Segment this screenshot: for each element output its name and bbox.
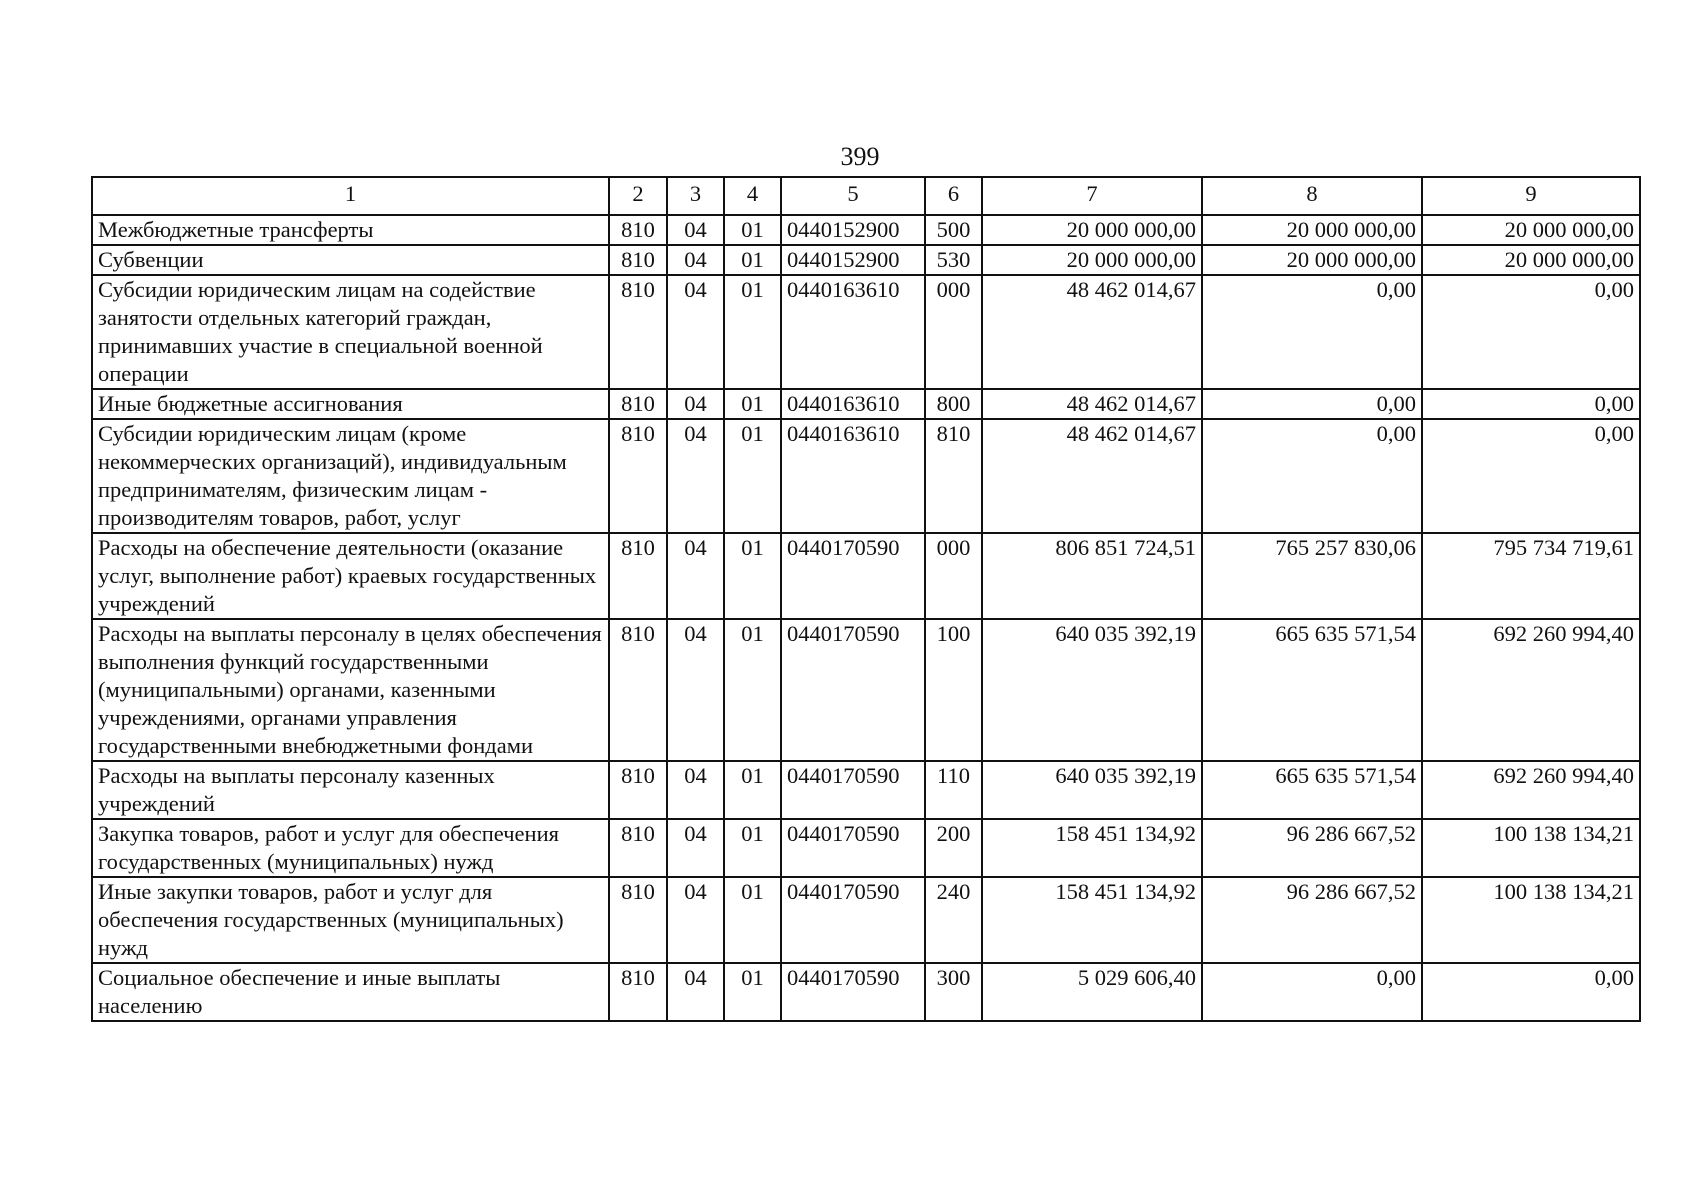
- amount-cell-9: 795 734 719,61: [1422, 533, 1640, 619]
- amount-cell-9: 20 000 000,00: [1422, 215, 1640, 245]
- col-header: 5: [781, 177, 925, 215]
- code-cell-5: 0440170590: [781, 761, 925, 819]
- code-cell-3: 04: [667, 963, 724, 1021]
- code-cell-3: 04: [667, 389, 724, 419]
- col-header: 2: [609, 177, 667, 215]
- code-cell-4: 01: [724, 275, 781, 389]
- code-cell-2: 810: [609, 419, 667, 533]
- code-cell-4: 01: [724, 963, 781, 1021]
- amount-cell-7: 20 000 000,00: [982, 245, 1202, 275]
- table-row: [92, 245, 1640, 275]
- table-row: [92, 389, 1640, 419]
- code-cell-4: 01: [724, 761, 781, 819]
- table-row: [92, 963, 1640, 1021]
- code-cell-5: 0440152900: [781, 245, 925, 275]
- code-cell-3: 04: [667, 419, 724, 533]
- table-row: [92, 619, 1640, 761]
- row-name-cell: Расходы на выплаты персоналу казенных учреждений: [92, 761, 609, 819]
- code-cell-5: 0440170590: [781, 619, 925, 761]
- code-cell-3: 04: [667, 533, 724, 619]
- code-cell-3: 04: [667, 215, 724, 245]
- amount-cell-7: 640 035 392,19: [982, 619, 1202, 761]
- amount-cell-7: 20 000 000,00: [982, 215, 1202, 245]
- code-cell-3: 04: [667, 619, 724, 761]
- amount-cell-7: 48 462 014,67: [982, 389, 1202, 419]
- code-cell-5: 0440163610: [781, 389, 925, 419]
- amount-cell-9: 100 138 134,21: [1422, 877, 1640, 963]
- budget-table: [91, 176, 1641, 1022]
- code-cell-6: 240: [925, 877, 982, 963]
- code-cell-6: 530: [925, 245, 982, 275]
- table-row: [92, 275, 1640, 389]
- code-cell-4: 01: [724, 877, 781, 963]
- code-cell-2: 810: [609, 963, 667, 1021]
- code-cell-2: 810: [609, 245, 667, 275]
- row-name-cell: Расходы на обеспечение деятельности (оказание услуг, выполнение работ) краевых государственных учреждений: [92, 533, 609, 619]
- code-cell-2: 810: [609, 877, 667, 963]
- col-header: 7: [982, 177, 1202, 215]
- amount-cell-8: 96 286 667,52: [1202, 819, 1422, 877]
- amount-cell-8: 0,00: [1202, 275, 1422, 389]
- amount-cell-8: 765 257 830,06: [1202, 533, 1422, 619]
- code-cell-2: 810: [609, 619, 667, 761]
- row-name-cell: Расходы на выплаты персоналу в целях обеспечения выполнения функций государственными (муниципальными) органами, казенными учреждениями, органами управления государственными внебюджетными фондами: [92, 619, 609, 761]
- code-cell-6: 500: [925, 215, 982, 245]
- code-cell-5: 0440163610: [781, 275, 925, 389]
- header-row: [92, 177, 1640, 215]
- code-cell-6: 000: [925, 275, 982, 389]
- amount-cell-9: 692 260 994,40: [1422, 761, 1640, 819]
- amount-cell-7: 5 029 606,40: [982, 963, 1202, 1021]
- amount-cell-9: 0,00: [1422, 389, 1640, 419]
- code-cell-5: 0440170590: [781, 533, 925, 619]
- col-header: 9: [1422, 177, 1640, 215]
- amount-cell-9: 20 000 000,00: [1422, 245, 1640, 275]
- code-cell-6: 110: [925, 761, 982, 819]
- amount-cell-7: 48 462 014,67: [982, 419, 1202, 533]
- table-row: [92, 877, 1640, 963]
- table-row: [92, 419, 1640, 533]
- amount-cell-7: 640 035 392,19: [982, 761, 1202, 819]
- amount-cell-8: 0,00: [1202, 389, 1422, 419]
- table-row: [92, 761, 1640, 819]
- code-cell-6: 200: [925, 819, 982, 877]
- table-row: [92, 533, 1640, 619]
- code-cell-2: 810: [609, 761, 667, 819]
- amount-cell-9: 692 260 994,40: [1422, 619, 1640, 761]
- code-cell-4: 01: [724, 389, 781, 419]
- amount-cell-9: 0,00: [1422, 275, 1640, 389]
- code-cell-5: 0440170590: [781, 963, 925, 1021]
- amount-cell-8: 20 000 000,00: [1202, 215, 1422, 245]
- code-cell-6: 000: [925, 533, 982, 619]
- code-cell-2: 810: [609, 533, 667, 619]
- col-header: 8: [1202, 177, 1422, 215]
- code-cell-6: 100: [925, 619, 982, 761]
- col-header: 3: [667, 177, 724, 215]
- row-name-cell: Иные закупки товаров, работ и услуг для обеспечения государственных (муниципальных) нужд: [92, 877, 609, 963]
- code-cell-4: 01: [724, 215, 781, 245]
- code-cell-5: 0440152900: [781, 215, 925, 245]
- code-cell-4: 01: [724, 619, 781, 761]
- code-cell-5: 0440170590: [781, 877, 925, 963]
- amount-cell-8: 665 635 571,54: [1202, 761, 1422, 819]
- col-header: 4: [724, 177, 781, 215]
- amount-cell-9: 0,00: [1422, 419, 1640, 533]
- code-cell-2: 810: [609, 819, 667, 877]
- page-number: 399: [840, 142, 880, 171]
- amount-cell-8: 0,00: [1202, 963, 1422, 1021]
- code-cell-6: 810: [925, 419, 982, 533]
- code-cell-3: 04: [667, 877, 724, 963]
- amount-cell-9: 0,00: [1422, 963, 1640, 1021]
- code-cell-6: 300: [925, 963, 982, 1021]
- code-cell-4: 01: [724, 419, 781, 533]
- row-name-cell: Иные бюджетные ассигнования: [92, 389, 609, 419]
- amount-cell-7: 48 462 014,67: [982, 275, 1202, 389]
- row-name-cell: Субсидии юридическим лицам на содействие занятости отдельных категорий граждан, принимавших участие в специальной военной операции: [92, 275, 609, 389]
- amount-cell-8: 96 286 667,52: [1202, 877, 1422, 963]
- code-cell-2: 810: [609, 275, 667, 389]
- table-row: [92, 819, 1640, 877]
- code-cell-2: 810: [609, 215, 667, 245]
- code-cell-3: 04: [667, 245, 724, 275]
- col-header: 1: [92, 177, 609, 215]
- amount-cell-7: 158 451 134,92: [982, 877, 1202, 963]
- code-cell-4: 01: [724, 819, 781, 877]
- amount-cell-8: 20 000 000,00: [1202, 245, 1422, 275]
- amount-cell-8: 0,00: [1202, 419, 1422, 533]
- amount-cell-8: 665 635 571,54: [1202, 619, 1422, 761]
- row-name-cell: Субвенции: [92, 245, 609, 275]
- code-cell-3: 04: [667, 275, 724, 389]
- table-row: [92, 215, 1640, 245]
- code-cell-4: 01: [724, 245, 781, 275]
- row-name-cell: Межбюджетные трансферты: [92, 215, 609, 245]
- code-cell-5: 0440170590: [781, 819, 925, 877]
- amount-cell-7: 806 851 724,51: [982, 533, 1202, 619]
- code-cell-2: 810: [609, 389, 667, 419]
- code-cell-4: 01: [724, 533, 781, 619]
- row-name-cell: Социальное обеспечение и иные выплаты населению: [92, 963, 609, 1021]
- code-cell-6: 800: [925, 389, 982, 419]
- code-cell-3: 04: [667, 819, 724, 877]
- amount-cell-9: 100 138 134,21: [1422, 819, 1640, 877]
- col-header: 6: [925, 177, 982, 215]
- row-name-cell: Закупка товаров, работ и услуг для обеспечения государственных (муниципальных) нужд: [92, 819, 609, 877]
- amount-cell-7: 158 451 134,92: [982, 819, 1202, 877]
- row-name-cell: Субсидии юридическим лицам (кроме некоммерческих организаций), индивидуальным предпринимателям, физическим лицам - производителям товаров, работ, услуг: [92, 419, 609, 533]
- code-cell-3: 04: [667, 761, 724, 819]
- code-cell-5: 0440163610: [781, 419, 925, 533]
